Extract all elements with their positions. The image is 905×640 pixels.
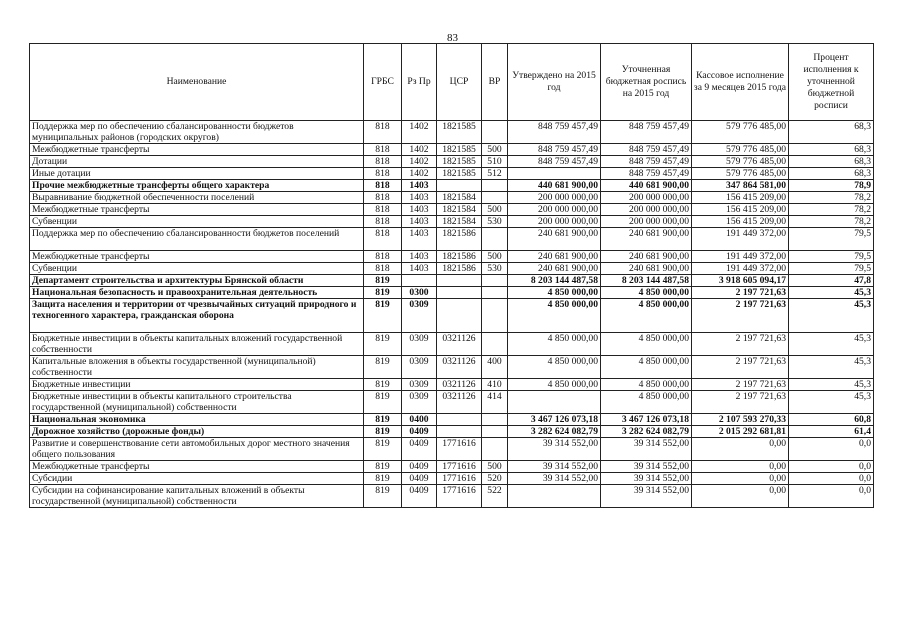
table-cell-cash: 2 197 721,63	[692, 333, 789, 356]
table-cell-refined: 39 314 552,00	[601, 473, 692, 485]
table-cell-approved: 3 282 624 082,79	[508, 426, 601, 438]
table-cell-rzpr: 0409	[402, 461, 437, 473]
table-cell-approved: 200 000 000,00	[508, 192, 601, 204]
table-cell-vr	[482, 426, 508, 438]
table-cell-vr: 400	[482, 356, 508, 379]
table-cell-cash: 2 197 721,63	[692, 391, 789, 414]
table-cell-refined: 3 282 624 082,79	[601, 426, 692, 438]
table-row	[30, 204, 874, 216]
table-cell-cash: 579 776 485,00	[692, 168, 789, 180]
table-cell-approved: 848 759 457,49	[508, 156, 601, 168]
table-body	[30, 121, 874, 508]
table-cell-name: Субвенции	[30, 263, 364, 275]
table-cell-name: Межбюджетные трансферты	[30, 144, 364, 156]
table-cell-csr: 1821584	[437, 204, 482, 216]
table-cell-vr: 410	[482, 379, 508, 391]
table-cell-rzpr: 1402	[402, 168, 437, 180]
table-cell-rzpr: 1403	[402, 204, 437, 216]
table-row	[30, 391, 874, 414]
table-cell-grbs: 819	[364, 299, 402, 333]
table-cell-name: Защита населения и территории от чрезвычайных ситуаций природного и техногенного характера, гражданская оборона	[30, 299, 364, 333]
table-row	[30, 168, 874, 180]
table-cell-cash: 3 918 605 094,17	[692, 275, 789, 287]
table-cell-refined: 4 850 000,00	[601, 391, 692, 414]
table-cell-name: Национальная экономика	[30, 414, 364, 426]
table-cell-vr	[482, 228, 508, 251]
table-cell-approved: 200 000 000,00	[508, 204, 601, 216]
table-cell-rzpr	[402, 275, 437, 287]
table-cell-approved: 3 467 126 073,18	[508, 414, 601, 426]
table-cell-percent: 45,3	[789, 391, 874, 414]
table-cell-refined: 39 314 552,00	[601, 485, 692, 508]
table-cell-refined: 8 203 144 487,58	[601, 275, 692, 287]
table-cell-approved: 39 314 552,00	[508, 438, 601, 461]
table-cell-rzpr: 0409	[402, 485, 437, 508]
table-cell-vr: 520	[482, 473, 508, 485]
table-cell-cash: 579 776 485,00	[692, 144, 789, 156]
table-cell-approved: 240 681 900,00	[508, 228, 601, 251]
table-cell-name: Субвенции	[30, 216, 364, 228]
table-cell-csr: 1821586	[437, 228, 482, 251]
header-csr: ЦСР	[437, 44, 482, 121]
table-cell-name: Прочие межбюджетные трансферты общего характера	[30, 180, 364, 192]
table-row	[30, 485, 874, 508]
table-cell-grbs: 819	[364, 275, 402, 287]
table-cell-grbs: 819	[364, 287, 402, 299]
budget-table	[29, 43, 874, 508]
table-cell-refined: 848 759 457,49	[601, 121, 692, 144]
table-row	[30, 263, 874, 275]
table-cell-rzpr: 0400	[402, 414, 437, 426]
table-cell-approved: 39 314 552,00	[508, 473, 601, 485]
table-cell-name: Субсидии на софинансирование капитальных вложений в объекты государственной (муниципальной) собственности	[30, 485, 364, 508]
header-approved: Утверждено на 2015 год	[508, 44, 601, 121]
table-cell-approved: 240 681 900,00	[508, 251, 601, 263]
table-cell-approved: 4 850 000,00	[508, 356, 601, 379]
table-cell-grbs: 818	[364, 144, 402, 156]
table-cell-rzpr: 1403	[402, 263, 437, 275]
table-cell-name: Поддержка мер по обеспечению сбалансированности бюджетов поселений	[30, 228, 364, 251]
table-cell-cash: 0,00	[692, 438, 789, 461]
header-name: Наименование	[30, 44, 364, 121]
table-cell-grbs: 818	[364, 228, 402, 251]
table-cell-grbs: 819	[364, 356, 402, 379]
table-cell-rzpr: 1403	[402, 251, 437, 263]
table-cell-percent: 45,3	[789, 356, 874, 379]
table-cell-cash: 191 449 372,00	[692, 251, 789, 263]
table-cell-csr: 1821586	[437, 263, 482, 275]
table-cell-approved	[508, 168, 601, 180]
table-cell-rzpr: 0300	[402, 287, 437, 299]
table-row	[30, 438, 874, 461]
table-cell-grbs: 818	[364, 204, 402, 216]
table-cell-refined: 848 759 457,49	[601, 156, 692, 168]
table-cell-cash: 2 197 721,63	[692, 299, 789, 333]
table-cell-percent: 78,2	[789, 216, 874, 228]
table-cell-percent: 45,3	[789, 299, 874, 333]
table-cell-csr	[437, 414, 482, 426]
table-cell-percent: 79,5	[789, 251, 874, 263]
table-cell-csr: 0321126	[437, 391, 482, 414]
table-cell-name: Дорожное хозяйство (дорожные фонды)	[30, 426, 364, 438]
table-cell-grbs: 818	[364, 192, 402, 204]
table-cell-grbs: 819	[364, 379, 402, 391]
table-cell-percent: 0,0	[789, 461, 874, 473]
table-cell-rzpr: 0309	[402, 391, 437, 414]
table-cell-refined: 440 681 900,00	[601, 180, 692, 192]
table-cell-percent: 61,4	[789, 426, 874, 438]
table-cell-refined: 240 681 900,00	[601, 251, 692, 263]
table-cell-rzpr: 0409	[402, 426, 437, 438]
table-cell-cash: 2 197 721,63	[692, 379, 789, 391]
table-cell-vr: 512	[482, 168, 508, 180]
table-cell-name: Субсидии	[30, 473, 364, 485]
table-cell-name: Дотации	[30, 156, 364, 168]
table-cell-name: Межбюджетные трансферты	[30, 461, 364, 473]
table-cell-percent: 78,2	[789, 204, 874, 216]
table-cell-cash: 156 415 209,00	[692, 216, 789, 228]
table-row	[30, 473, 874, 485]
table-row	[30, 299, 874, 333]
table-cell-grbs: 818	[364, 251, 402, 263]
table-cell-name: Бюджетные инвестиции в объекты капитального строительства государственной (муниципальной) собственности	[30, 391, 364, 414]
table-cell-vr: 510	[482, 156, 508, 168]
table-cell-vr	[482, 121, 508, 144]
table-cell-grbs: 819	[364, 473, 402, 485]
table-cell-percent: 45,3	[789, 379, 874, 391]
table-cell-vr: 500	[482, 144, 508, 156]
table-cell-grbs: 818	[364, 216, 402, 228]
table-cell-vr	[482, 192, 508, 204]
table-cell-cash: 0,00	[692, 485, 789, 508]
table-cell-grbs: 819	[364, 426, 402, 438]
table-cell-csr: 1821585	[437, 168, 482, 180]
table-row	[30, 414, 874, 426]
table-row	[30, 216, 874, 228]
header-rzpr: Рз Пр	[402, 44, 437, 121]
table-cell-vr: 500	[482, 251, 508, 263]
table-row	[30, 287, 874, 299]
table-row	[30, 461, 874, 473]
table-cell-vr: 414	[482, 391, 508, 414]
table-cell-vr: 530	[482, 216, 508, 228]
table-cell-percent: 45,3	[789, 333, 874, 356]
table-cell-percent: 68,3	[789, 168, 874, 180]
table-cell-csr	[437, 299, 482, 333]
table-cell-csr: 1771616	[437, 438, 482, 461]
table-row	[30, 333, 874, 356]
table-cell-csr: 1821585	[437, 156, 482, 168]
table-cell-csr: 1821584	[437, 216, 482, 228]
table-cell-name: Поддержка мер по обеспечению сбалансированности бюджетов муниципальных районов (городских округов)	[30, 121, 364, 144]
table-cell-refined: 39 314 552,00	[601, 438, 692, 461]
header-refined: Уточненная бюджетная роспись на 2015 год	[601, 44, 692, 121]
table-cell-name: Выравнивание бюджетной обеспеченности поселений	[30, 192, 364, 204]
table-cell-csr: 1771616	[437, 485, 482, 508]
table-cell-cash: 2 197 721,63	[692, 356, 789, 379]
table-cell-percent: 0,0	[789, 485, 874, 508]
table-cell-cash: 2 197 721,63	[692, 287, 789, 299]
table-row	[30, 156, 874, 168]
table-cell-vr	[482, 287, 508, 299]
table-cell-refined: 200 000 000,00	[601, 192, 692, 204]
table-cell-grbs: 819	[364, 414, 402, 426]
table-cell-name: Национальная безопасность и правоохранительная деятельность	[30, 287, 364, 299]
table-cell-cash: 0,00	[692, 473, 789, 485]
table-cell-refined: 848 759 457,49	[601, 168, 692, 180]
table-cell-grbs: 819	[364, 461, 402, 473]
table-cell-csr: 1821585	[437, 121, 482, 144]
table-cell-approved: 440 681 900,00	[508, 180, 601, 192]
table-cell-refined: 4 850 000,00	[601, 356, 692, 379]
table-cell-csr	[437, 426, 482, 438]
table-cell-vr	[482, 299, 508, 333]
table-cell-refined: 200 000 000,00	[601, 216, 692, 228]
table-cell-rzpr: 1403	[402, 228, 437, 251]
table-row	[30, 228, 874, 251]
table-cell-grbs: 819	[364, 438, 402, 461]
table-cell-percent: 78,2	[789, 192, 874, 204]
table-cell-csr: 1821584	[437, 192, 482, 204]
table-row	[30, 251, 874, 263]
table-cell-grbs: 818	[364, 156, 402, 168]
table-cell-approved: 4 850 000,00	[508, 299, 601, 333]
table-cell-refined: 200 000 000,00	[601, 204, 692, 216]
table-cell-cash: 579 776 485,00	[692, 156, 789, 168]
table-cell-csr: 1821585	[437, 144, 482, 156]
table-cell-percent: 79,5	[789, 263, 874, 275]
table-row	[30, 356, 874, 379]
table-cell-vr	[482, 438, 508, 461]
table-row	[30, 121, 874, 144]
table-header-row	[30, 44, 874, 121]
table-cell-rzpr: 0309	[402, 356, 437, 379]
table-cell-refined: 848 759 457,49	[601, 144, 692, 156]
table-cell-csr	[437, 275, 482, 287]
table-cell-name: Бюджетные инвестиции	[30, 379, 364, 391]
table-cell-csr	[437, 287, 482, 299]
table-cell-percent: 45,3	[789, 287, 874, 299]
table-cell-rzpr: 1403	[402, 192, 437, 204]
table-row	[30, 275, 874, 287]
table-row	[30, 180, 874, 192]
table-cell-name: Бюджетные инвестиции в объекты капитальных вложений государственной собственности	[30, 333, 364, 356]
table-cell-grbs: 819	[364, 333, 402, 356]
table-cell-approved: 848 759 457,49	[508, 121, 601, 144]
table-cell-cash: 156 415 209,00	[692, 192, 789, 204]
table-cell-percent: 68,3	[789, 121, 874, 144]
table-cell-rzpr: 0309	[402, 379, 437, 391]
table-cell-name: Иные дотации	[30, 168, 364, 180]
table-cell-rzpr: 0309	[402, 299, 437, 333]
table-cell-vr	[482, 180, 508, 192]
table-cell-rzpr: 0309	[402, 333, 437, 356]
table-cell-approved: 4 850 000,00	[508, 379, 601, 391]
table-cell-grbs: 818	[364, 168, 402, 180]
table-cell-rzpr: 1403	[402, 216, 437, 228]
table-cell-rzpr: 1402	[402, 121, 437, 144]
table-cell-rzpr: 0409	[402, 473, 437, 485]
header-grbs: ГРБС	[364, 44, 402, 121]
table-cell-percent: 68,3	[789, 144, 874, 156]
table-cell-rzpr: 0409	[402, 438, 437, 461]
table-cell-rzpr: 1402	[402, 144, 437, 156]
table-cell-approved: 39 314 552,00	[508, 461, 601, 473]
table-cell-grbs: 818	[364, 263, 402, 275]
table-cell-percent: 79,5	[789, 228, 874, 251]
table-row	[30, 426, 874, 438]
table-cell-rzpr: 1402	[402, 156, 437, 168]
table-row	[30, 379, 874, 391]
table-cell-cash: 347 864 581,00	[692, 180, 789, 192]
table-cell-cash: 191 449 372,00	[692, 228, 789, 251]
table-cell-refined: 39 314 552,00	[601, 461, 692, 473]
table-cell-percent: 78,9	[789, 180, 874, 192]
table-cell-name: Межбюджетные трансферты	[30, 204, 364, 216]
page-number: 83	[447, 32, 458, 44]
table-cell-csr: 0321126	[437, 333, 482, 356]
table-cell-refined: 4 850 000,00	[601, 287, 692, 299]
table-cell-approved: 8 203 144 487,58	[508, 275, 601, 287]
table-row	[30, 192, 874, 204]
table-cell-refined: 3 467 126 073,18	[601, 414, 692, 426]
table-cell-vr	[482, 333, 508, 356]
table-cell-cash: 2 015 292 681,81	[692, 426, 789, 438]
table-cell-vr: 500	[482, 204, 508, 216]
table-cell-grbs: 818	[364, 121, 402, 144]
table-cell-name: Департамент строительства и архитектуры Брянской области	[30, 275, 364, 287]
table-cell-approved: 240 681 900,00	[508, 263, 601, 275]
table-cell-csr: 1771616	[437, 461, 482, 473]
table-cell-refined: 4 850 000,00	[601, 299, 692, 333]
header-cash: Кассовое исполнение за 9 месяцев 2015 года	[692, 44, 789, 121]
table-cell-refined: 4 850 000,00	[601, 333, 692, 356]
table-cell-csr: 0321126	[437, 379, 482, 391]
table-cell-approved: 200 000 000,00	[508, 216, 601, 228]
header-percent: Процент исполнения к уточненной бюджетной росписи	[789, 44, 874, 121]
table-cell-percent: 0,0	[789, 438, 874, 461]
table-cell-approved	[508, 485, 601, 508]
table-cell-grbs: 818	[364, 180, 402, 192]
table-cell-percent: 47,8	[789, 275, 874, 287]
table-cell-vr	[482, 275, 508, 287]
table-cell-percent: 60,8	[789, 414, 874, 426]
table-cell-vr: 522	[482, 485, 508, 508]
table-cell-approved	[508, 391, 601, 414]
table-cell-cash: 579 776 485,00	[692, 121, 789, 144]
table-cell-refined: 240 681 900,00	[601, 263, 692, 275]
table-cell-grbs: 819	[364, 391, 402, 414]
table-cell-cash: 0,00	[692, 461, 789, 473]
table-cell-percent: 68,3	[789, 156, 874, 168]
table-cell-csr: 1771616	[437, 473, 482, 485]
table-cell-percent: 0,0	[789, 473, 874, 485]
table-cell-csr	[437, 180, 482, 192]
table-cell-csr: 0321126	[437, 356, 482, 379]
table-cell-vr: 530	[482, 263, 508, 275]
table-cell-grbs: 819	[364, 485, 402, 508]
table-cell-cash: 156 415 209,00	[692, 204, 789, 216]
table-cell-name: Развитие и совершенствование сети автомобильных дорог местного значения общего пользования	[30, 438, 364, 461]
table-cell-approved: 848 759 457,49	[508, 144, 601, 156]
table-cell-name: Капитальные вложения в объекты государственной (муниципальной) собственности	[30, 356, 364, 379]
table-cell-refined: 4 850 000,00	[601, 379, 692, 391]
table-cell-cash: 2 107 593 270,33	[692, 414, 789, 426]
table-row	[30, 144, 874, 156]
table-cell-cash: 191 449 372,00	[692, 263, 789, 275]
table-cell-vr: 500	[482, 461, 508, 473]
table-cell-csr: 1821586	[437, 251, 482, 263]
table-cell-refined: 240 681 900,00	[601, 228, 692, 251]
table-cell-approved: 4 850 000,00	[508, 287, 601, 299]
header-vr: ВР	[482, 44, 508, 121]
table-cell-vr	[482, 414, 508, 426]
table-cell-rzpr: 1403	[402, 180, 437, 192]
table-cell-name: Межбюджетные трансферты	[30, 251, 364, 263]
table-cell-approved: 4 850 000,00	[508, 333, 601, 356]
